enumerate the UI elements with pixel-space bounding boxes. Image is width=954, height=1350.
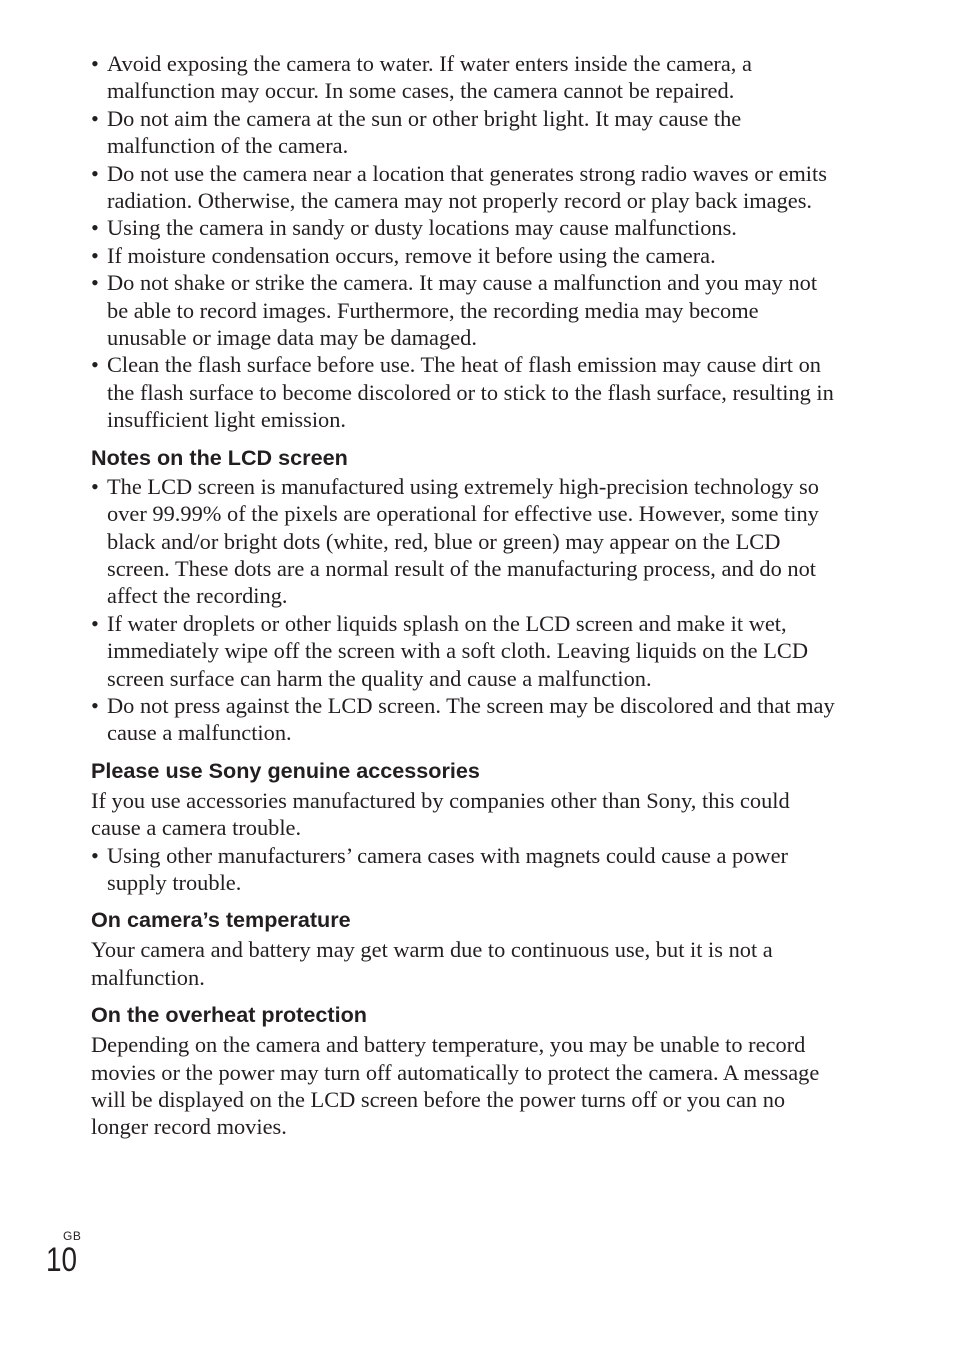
bullet-mark: • bbox=[91, 160, 99, 186]
list-item bbox=[91, 269, 843, 351]
lcd-bullet-list bbox=[91, 473, 843, 747]
list-item-text: Do not aim the camera at the sun or other bright light. It may cause the malfunction of the camera. bbox=[107, 105, 742, 159]
overheat-heading: On the overheat protection bbox=[91, 1002, 367, 1028]
accessories-paragraph: If you use accessories manufactured by companies other than Sony, this could cause a camera trouble. bbox=[91, 787, 790, 841]
lcd-heading: Notes on the LCD screen bbox=[91, 444, 348, 470]
temperature-heading: On camera’s temperature bbox=[91, 907, 351, 933]
bullet-mark: • bbox=[91, 51, 99, 76]
bullet-mark: • bbox=[91, 270, 99, 296]
temperature-paragraph: Your camera and battery may get warm due to continuous use, but it is not a malfunction. bbox=[91, 937, 773, 990]
overheat-paragraph: Depending on the camera and battery temperature, you may be unable to record movies or the power may turn off automatically to protect the camera. A message will be displayed on the LCD screen before the power turns off or you can no longer record movies. bbox=[91, 1032, 820, 1140]
page-content bbox=[91, 50, 843, 1141]
list-item-text: If moisture condensation occurs, remove it before using the camera. bbox=[107, 242, 716, 268]
list-item bbox=[91, 692, 843, 747]
bullet-mark: • bbox=[91, 692, 99, 718]
list-item-text: Using other manufacturers’ camera cases with magnets could cause a power supply trouble. bbox=[107, 842, 788, 895]
intro-bullet-list bbox=[91, 50, 843, 434]
accessories-bullet-list bbox=[91, 842, 843, 897]
list-item-text: Do not use the camera near a location that generates strong radio waves or emits radiation. Otherwise, the camera may not properly record or play back images. bbox=[107, 160, 827, 214]
list-item-text: Using the camera in sandy or dusty locations may cause malfunctions. bbox=[107, 215, 737, 241]
language-code: GB bbox=[63, 1229, 82, 1243]
page-number: 10 bbox=[46, 1241, 78, 1279]
list-item bbox=[91, 473, 843, 610]
list-item bbox=[91, 610, 843, 692]
list-item-text: Avoid exposing the camera to water. If water enters inside the camera, a malfunction may occur. In some cases, the camera cannot be repaired. bbox=[107, 51, 752, 104]
bullet-mark: • bbox=[91, 215, 99, 241]
list-item bbox=[91, 160, 843, 215]
list-item bbox=[91, 351, 843, 433]
accessories-heading: Please use Sony genuine accessories bbox=[91, 757, 480, 783]
list-item-text: Clean the flash surface before use. The heat of flash emission may cause dirt on the flash surface to become discolored or to stick to the flash surface, resulting in insufficient light emission. bbox=[107, 352, 834, 433]
list-item bbox=[91, 842, 843, 897]
list-item bbox=[91, 105, 843, 160]
bullet-mark: • bbox=[91, 242, 99, 268]
bullet-mark: • bbox=[91, 105, 99, 131]
list-item-text: Do not shake or strike the camera. It may cause a malfunction and you may not be able to record images. Furthermore, the recording media may become unusable or image data may be damaged. bbox=[107, 270, 818, 351]
list-item bbox=[91, 214, 843, 241]
list-item-text: If water droplets or other liquids splash on the LCD screen and make it wet, immediately wipe off the screen with a soft cloth. Leaving liquids on the LCD screen surface can harm the quality and cause a malfunction. bbox=[107, 610, 808, 691]
bullet-mark: • bbox=[91, 473, 99, 499]
bullet-mark: • bbox=[91, 352, 99, 378]
list-item-text: The LCD screen is manufactured using extremely high-precision technology so over 99.99% of the pixels are operational for effective use. However, some tiny black and/or bright dots (white, red, blue or green) may appear on the LCD screen. These dots are a normal result of the manufacturing process, and do not affect the recording. bbox=[107, 473, 819, 609]
list-item bbox=[91, 50, 843, 105]
bullet-mark: • bbox=[91, 610, 99, 636]
list-item-text: Do not press against the LCD screen. The screen may be discolored and that may cause a malfunction. bbox=[107, 692, 835, 746]
list-item bbox=[91, 242, 843, 269]
bullet-mark: • bbox=[91, 842, 99, 868]
